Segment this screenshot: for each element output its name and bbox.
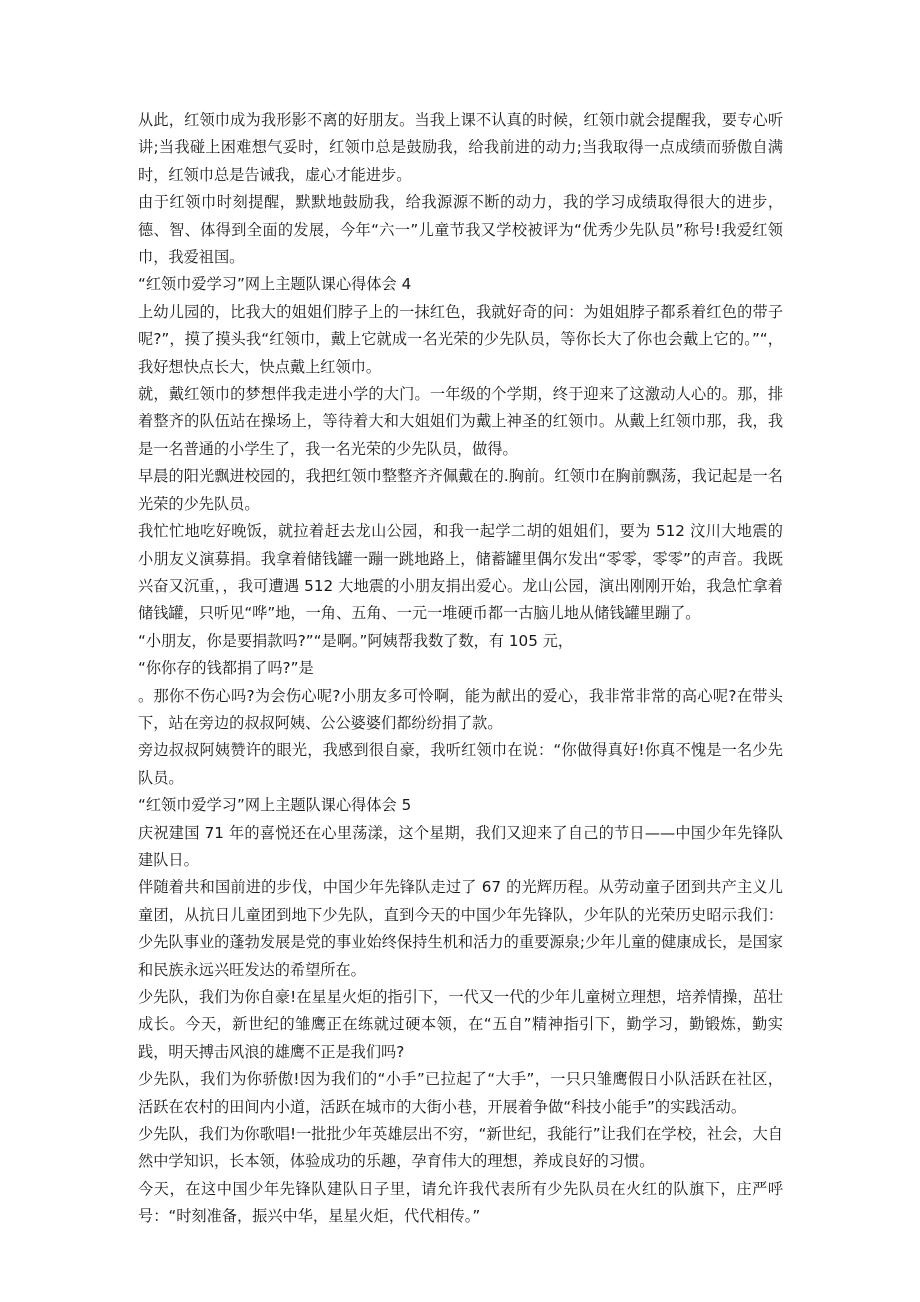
section-heading: “红领巾爱学习”网上主题队课心得体会 5 xyxy=(138,796,412,815)
paragraph: 少先队，我们为你自豪!在星星火炬的指引下，一代又一代的少年儿童树立理想，培养情操，茁壮成长。今天，新世纪的雏鹰正在练就过硬本领，在“五自”精神指引下，勤学习，勤锻炼，勤实践，明天搏击风浪的雄鹰不正是我们吗? xyxy=(138,988,783,1061)
paragraph: 旁边叔叔阿姨赞许的眼光，我感到很自豪，我听红领巾在说：“你做得真好!你真不愧是一名少先队员。 xyxy=(138,741,783,787)
paragraph: 少先队，我们为你歌唱!一批批少年英雄层出不穷，“新世纪，我能行”让我们在学校，社会，大自然中学知识，长本领，体验成功的乐趣，孕育伟大的理想，养成良好的习惯。 xyxy=(138,1125,783,1171)
paragraph: 今天，在这中国少年先锋队建队日子里，请允许我代表所有少先队员在火红的队旗下，庄严呼号：“时刻准备，振兴中华，星星火炬，代代相传。” xyxy=(138,1179,783,1226)
paragraph: “小朋友，你是要捐款吗?”“是啊。”阿姨帮我数了数，有 105 元， xyxy=(138,631,574,650)
paragraph: 庆祝建国 71 年的喜悦还在心里荡漾，这个星期，我们又迎来了自己的节日——中国少年先锋队建队日。 xyxy=(138,823,783,869)
paragraph: 由于红领巾时刻提醒，默默地鼓励我，给我源源不断的动力，我的学习成绩取得很大的进步，德、智、体得到全面的发展，今年“六一”儿童节我又学校被评为“优秀少先队员”称号!我爱红领巾，我爱祖国。 xyxy=(138,193,783,267)
paragraph: 从此，红领巾成为我形影不离的好朋友。当我上课不认真的时候，红领巾就会提醒我，要专心听讲;当我碰上困难想气妥时，红领巾总是鼓励我，给我前进的动力;当我取得一点成绩而骄傲自满时，红领巾总是告诫我，虚心才能进步。 xyxy=(138,111,783,184)
paragraph: 早晨的阳光飘进校园的，我把红领巾整整齐齐佩戴在的.胸前。红领巾在胸前飘荡，我记起是一名光荣的少先队员。 xyxy=(138,467,783,513)
paragraph: 少先队，我们为你骄傲!因为我们的“小手”已拉起了“大手”，一只只雏鹰假日小队活跃在社区，活跃在农村的田间内小道，活跃在城市的大街小巷，开展着争做“科技小能手”的实践活动。 xyxy=(138,1070,783,1116)
paragraph: 上幼儿园的，比我大的姐姐们脖子上的一抹红色，我就好奇的问：为姐姐脖子都系着红色的带子呢?”，摸了摸头我“红领巾，戴上它就成一名光荣的少先队员，等你长大了你也会戴上它的。”“，我好想快点长大，快点戴上红领巾。 xyxy=(138,302,783,376)
paragraph: 就，戴红领巾的梦想伴我走进小学的大门。一年级的个学期，终于迎来了这激动人心的。那，排着整齐的队伍站在操场上，等待着大和大姐姐们为戴上神圣的红领巾。从戴上红领巾那，我，我是一名普通的小学生了，我一名光荣的少先队员，做得。 xyxy=(138,385,783,458)
document-body xyxy=(138,107,783,1231)
paragraph: 。那你不伤心吗?为会伤心呢?小朋友多可怜啊，能为献出的爱心，我非常非常的高心呢?在带头下，站在旁边的叔叔阿姨、公公婆婆们都纷纷捐了款。 xyxy=(138,686,783,732)
paragraph: 我忙忙地吃好晚饭，就拉着赶去龙山公园，和我一起学二胡的姐姐们，要为 512 汶川大地震的小朋友义演募捐。我拿着储钱罐一蹦一跳地路上，储蓄罐里偶尔发出“零零，零零”的声音。我既兴奋又沉重，，我可遭遇 512 大地震的小朋友捐出爱心。龙山公园，演出刚刚开始，我急忙拿着储钱罐，只听见“哗”地，一角、五角、一元一堆硬币都一古脑儿地从储钱罐里蹦了。 xyxy=(138,522,783,623)
paragraph: “你你存的钱都捐了吗?”是 xyxy=(138,659,314,678)
section-heading: “红领巾爱学习”网上主题队课心得体会 4 xyxy=(138,275,412,294)
paragraph: 伴随着共和国前进的步伐，中国少年先锋队走过了 67 的光辉历程。从劳动童子团到共产主义儿童团，从抗日儿童团到地下少先队，直到今天的中国少年先锋队，少年队的光荣历史昭示我们：少先队事业的蓬勃发展是党的事业始终保持生机和活力的重要源泉;少年儿童的健康成长，是国家和民族永远兴旺发达的希望所在。 xyxy=(138,878,783,979)
